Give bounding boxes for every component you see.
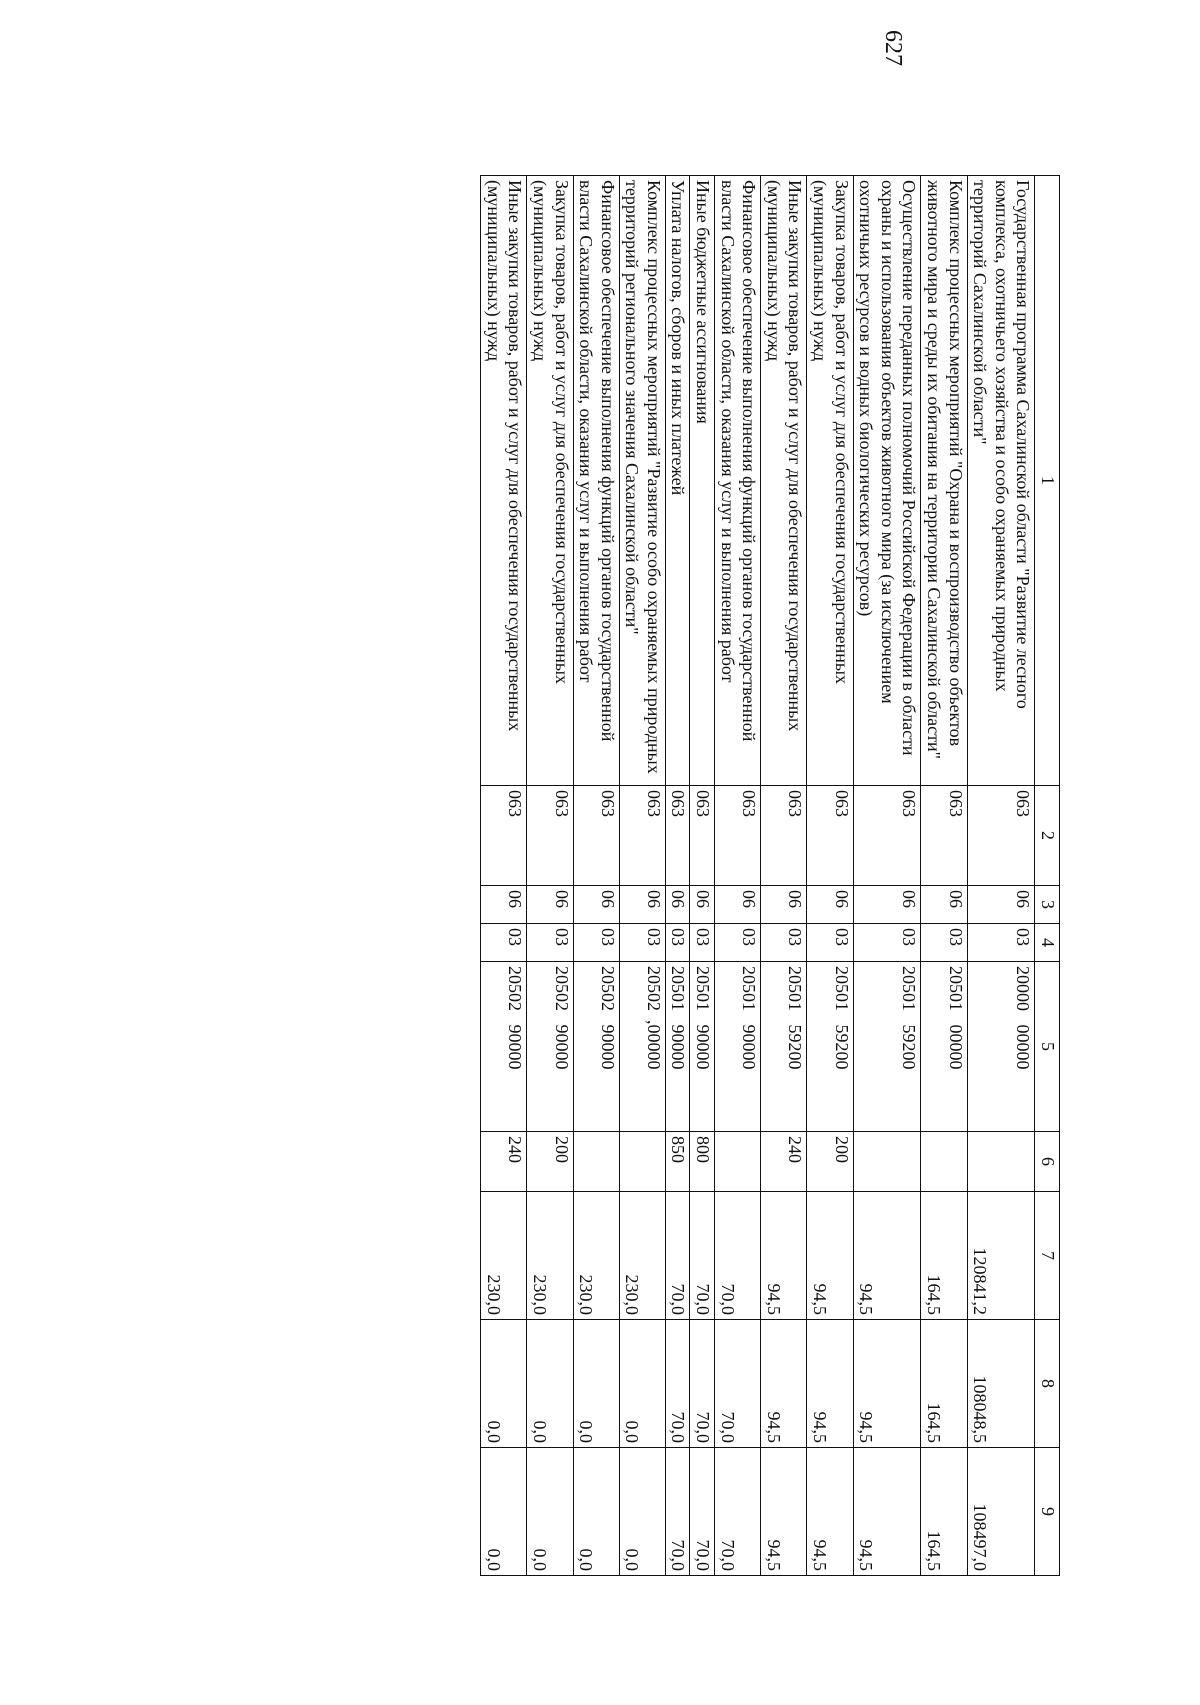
table-body — [481, 176, 1035, 1576]
cell-ministry-code: 063 — [715, 786, 761, 886]
cell-ministry-code: 063 — [967, 786, 1035, 886]
cell-subsection: 03 — [967, 924, 1035, 962]
table-row — [967, 176, 1035, 1576]
cell-name: Комплекс процессных мероприятий "Охрана и воспроизводство объектов животного мира и среды их обитания на территории Сахалинской области" — [921, 176, 967, 786]
cell-amount-year-3: 0,0 — [619, 1448, 665, 1576]
header-col-7: 7 — [1035, 1192, 1060, 1320]
cell-target-article: 20501 00000 — [921, 962, 967, 1132]
cell-name: Закупка товаров, работ и услуг для обеспечения государственных (муниципальных) нужд — [807, 176, 853, 786]
table-row — [573, 176, 619, 1576]
cell-subsection: 03 — [527, 924, 573, 962]
cell-subsection: 03 — [665, 924, 690, 962]
cell-target-article: 20501 59200 — [807, 962, 853, 1132]
header-col-8: 8 — [1035, 1320, 1060, 1448]
header-col-6: 6 — [1035, 1132, 1060, 1192]
cell-subsection: 03 — [690, 924, 715, 962]
cell-amount-year-3: 0,0 — [481, 1448, 527, 1576]
cell-ministry-code: 063 — [690, 786, 715, 886]
cell-amount-year-3: 94,5 — [761, 1448, 807, 1576]
cell-amount-year-2: 0,0 — [481, 1320, 527, 1448]
cell-expense-type — [967, 1132, 1035, 1192]
cell-expense-type: 800 — [690, 1132, 715, 1192]
cell-amount-year-3: 70,0 — [715, 1448, 761, 1576]
header-col-4: 4 — [1035, 924, 1060, 962]
cell-ministry-code: 063 — [921, 786, 967, 886]
cell-amount-year-1: 230,0 — [573, 1192, 619, 1320]
cell-target-article: 20501 59200 — [853, 962, 921, 1132]
table-row — [761, 176, 807, 1576]
cell-ministry-code: 063 — [573, 786, 619, 886]
header-row — [1035, 176, 1060, 1576]
page-number: 627 — [880, 30, 906, 66]
cell-amount-year-3: 0,0 — [527, 1448, 573, 1576]
header-col-2: 2 — [1035, 786, 1060, 886]
cell-amount-year-1: 230,0 — [481, 1192, 527, 1320]
cell-target-article: 20501 90000 — [665, 962, 690, 1132]
cell-subsection: 03 — [619, 924, 665, 962]
cell-amount-year-1: 94,5 — [853, 1192, 921, 1320]
cell-section: 06 — [715, 886, 761, 924]
cell-amount-year-3: 70,0 — [690, 1448, 715, 1576]
cell-target-article: 20000 00000 — [967, 962, 1035, 1132]
cell-expense-type — [573, 1132, 619, 1192]
cell-expense-type — [921, 1132, 967, 1192]
cell-amount-year-3: 94,5 — [853, 1448, 921, 1576]
cell-target-article: 20501 59200 — [761, 962, 807, 1132]
cell-ministry-code: 063 — [665, 786, 690, 886]
cell-expense-type: 200 — [527, 1132, 573, 1192]
cell-amount-year-2: 164,5 — [921, 1320, 967, 1448]
cell-ministry-code: 063 — [481, 786, 527, 886]
cell-amount-year-1: 164,5 — [921, 1192, 967, 1320]
cell-amount-year-3: 108497,0 — [967, 1448, 1035, 1576]
cell-section: 06 — [853, 886, 921, 924]
cell-name: Государственная программа Сахалинской области "Развитие лесного комплекса, охотничьего хозяйства и особо охраняемых природных территорий Сахалинской области" — [967, 176, 1035, 786]
cell-target-article: 20502 ,00000 — [619, 962, 665, 1132]
cell-ministry-code: 063 — [527, 786, 573, 886]
cell-amount-year-2: 94,5 — [853, 1320, 921, 1448]
cell-section: 06 — [761, 886, 807, 924]
cell-amount-year-1: 120841,2 — [967, 1192, 1035, 1320]
cell-amount-year-2: 70,0 — [715, 1320, 761, 1448]
cell-name: Закупка товаров, работ и услуг для обеспечения государственных (муниципальных) нужд — [527, 176, 573, 786]
cell-name: Осуществление переданных полномочий Российской Федерации в области охраны и использования объектов животного мира (за исключением охотничьих ресурсов и водных биологических ресурсов) — [853, 176, 921, 786]
table-row — [921, 176, 967, 1576]
cell-section: 06 — [967, 886, 1035, 924]
cell-amount-year-1: 94,5 — [807, 1192, 853, 1320]
cell-section: 06 — [527, 886, 573, 924]
cell-ministry-code: 063 — [853, 786, 921, 886]
cell-section: 06 — [573, 886, 619, 924]
cell-amount-year-2: 108048,5 — [967, 1320, 1035, 1448]
cell-section: 06 — [807, 886, 853, 924]
cell-amount-year-1: 230,0 — [619, 1192, 665, 1320]
cell-section: 06 — [619, 886, 665, 924]
cell-name: Иные бюджетные ассигнования — [690, 176, 715, 786]
cell-amount-year-3: 94,5 — [807, 1448, 853, 1576]
cell-name: Финансовое обеспечение выполнения функций органов государственной власти Сахалинской области, оказания услуг и выполнения работ — [573, 176, 619, 786]
cell-subsection: 03 — [807, 924, 853, 962]
cell-amount-year-3: 164,5 — [921, 1448, 967, 1576]
header-col-9: 9 — [1035, 1448, 1060, 1576]
cell-target-article: 20501 90000 — [715, 962, 761, 1132]
cell-target-article: 20502 90000 — [481, 962, 527, 1132]
cell-expense-type — [619, 1132, 665, 1192]
cell-subsection: 03 — [761, 924, 807, 962]
cell-amount-year-3: 0,0 — [573, 1448, 619, 1576]
budget-table-container — [480, 175, 1060, 1575]
cell-amount-year-1: 70,0 — [715, 1192, 761, 1320]
cell-amount-year-2: 0,0 — [527, 1320, 573, 1448]
cell-amount-year-2: 0,0 — [619, 1320, 665, 1448]
table-row — [481, 176, 527, 1576]
cell-name: Комплекс процессных мероприятий "Развитие особо охраняемых природных территорий регионального значения Сахалинской области" — [619, 176, 665, 786]
cell-amount-year-3: 70,0 — [665, 1448, 690, 1576]
cell-subsection: 03 — [573, 924, 619, 962]
table-row — [619, 176, 665, 1576]
table-row — [665, 176, 690, 1576]
table-row — [853, 176, 921, 1576]
cell-subsection: 03 — [921, 924, 967, 962]
cell-section: 06 — [665, 886, 690, 924]
cell-amount-year-1: 230,0 — [527, 1192, 573, 1320]
cell-expense-type — [853, 1132, 921, 1192]
cell-target-article: 20502 90000 — [573, 962, 619, 1132]
budget-table — [480, 175, 1060, 1576]
cell-amount-year-2: 94,5 — [761, 1320, 807, 1448]
cell-name: Финансовое обеспечение выполнения функций органов государственной власти Сахалинской области, оказания услуг и выполнения работ — [715, 176, 761, 786]
cell-subsection: 03 — [481, 924, 527, 962]
cell-expense-type: 240 — [481, 1132, 527, 1192]
cell-target-article: 20502 90000 — [527, 962, 573, 1132]
cell-amount-year-1: 70,0 — [665, 1192, 690, 1320]
cell-ministry-code: 063 — [619, 786, 665, 886]
cell-name: Уплата налогов, сборов и иных платежей — [665, 176, 690, 786]
header-col-3: 3 — [1035, 886, 1060, 924]
table-row — [715, 176, 761, 1576]
table-row — [690, 176, 715, 1576]
cell-expense-type: 240 — [761, 1132, 807, 1192]
header-col-5: 5 — [1035, 962, 1060, 1132]
table-row — [807, 176, 853, 1576]
cell-section: 06 — [690, 886, 715, 924]
table-row — [527, 176, 573, 1576]
cell-target-article: 20501 90000 — [690, 962, 715, 1132]
cell-ministry-code: 063 — [761, 786, 807, 886]
cell-name: Иные закупки товаров, работ и услуг для обеспечения государственных (муниципальных) нужд — [761, 176, 807, 786]
cell-amount-year-1: 70,0 — [690, 1192, 715, 1320]
cell-amount-year-2: 0,0 — [573, 1320, 619, 1448]
cell-amount-year-1: 94,5 — [761, 1192, 807, 1320]
cell-section: 06 — [481, 886, 527, 924]
cell-expense-type: 200 — [807, 1132, 853, 1192]
cell-amount-year-2: 70,0 — [690, 1320, 715, 1448]
cell-ministry-code: 063 — [807, 786, 853, 886]
cell-expense-type: 850 — [665, 1132, 690, 1192]
cell-expense-type — [715, 1132, 761, 1192]
cell-subsection: 03 — [853, 924, 921, 962]
header-col-1: 1 — [1035, 176, 1060, 786]
cell-name: Иные закупки товаров, работ и услуг для обеспечения государственных (муниципальных) нужд — [481, 176, 527, 786]
cell-amount-year-2: 70,0 — [665, 1320, 690, 1448]
cell-section: 06 — [921, 886, 967, 924]
cell-amount-year-2: 94,5 — [807, 1320, 853, 1448]
cell-subsection: 03 — [715, 924, 761, 962]
